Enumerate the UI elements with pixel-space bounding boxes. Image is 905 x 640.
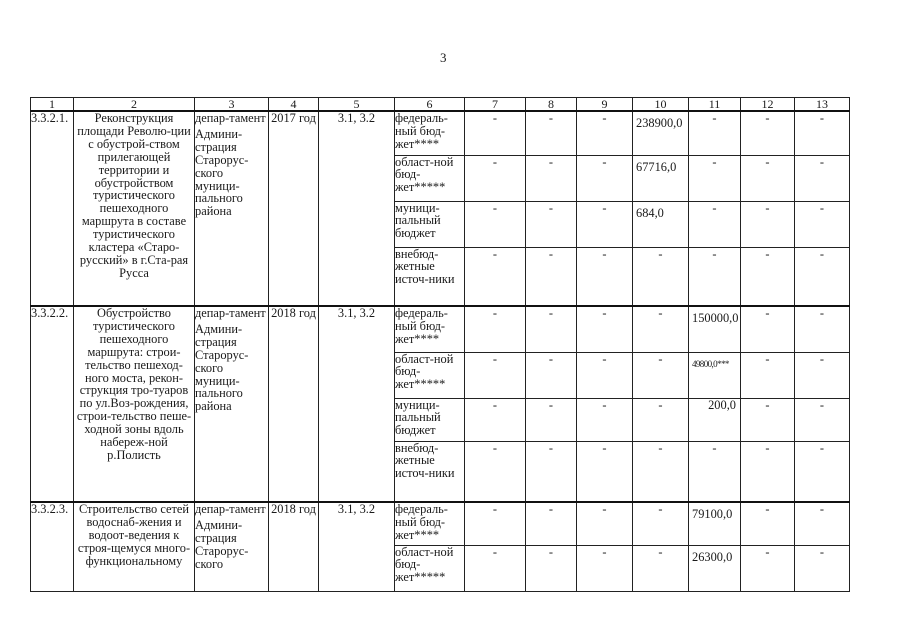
value-cell: - (689, 111, 741, 155)
value-cell: - (526, 155, 577, 201)
value-cell: - (741, 155, 795, 201)
value-cell: - (577, 155, 633, 201)
value-cell: - (465, 155, 526, 201)
funding-source: федераль-ный бюд-жет**** (395, 306, 465, 352)
value-cell: - (465, 502, 526, 545)
column-header: 3 (195, 98, 269, 112)
value-cell: - (689, 247, 741, 306)
value-cell: - (577, 111, 633, 155)
column-header: 5 (319, 98, 395, 112)
funding-source: федераль-ный бюд-жет**** (395, 502, 465, 545)
value-cell: - (526, 201, 577, 247)
value-cell: - (795, 398, 850, 441)
value-cell: - (795, 201, 850, 247)
item-name: Обустройство туристического пешеходного маршрута: строи-тельство пешеход-ного моста, рекон-струкция тро-туаров по ул.Воз-рождения, строи-тельство пеше-ходной зоны вдоль набереж-ной р.Полисть (74, 306, 195, 502)
column-header: 13 (795, 98, 850, 112)
value-cell: - (795, 111, 850, 155)
value-cell: - (741, 247, 795, 306)
value-cell: - (465, 352, 526, 398)
value-cell: 238900,0 (633, 111, 689, 155)
value-cell: - (526, 398, 577, 441)
value-cell: - (465, 247, 526, 306)
value-cell: - (633, 247, 689, 306)
column-header: 12 (741, 98, 795, 112)
funding-source: федераль-ный бюд-жет**** (395, 111, 465, 155)
value-cell: 200,0 (689, 398, 741, 441)
column-header: 10 (633, 98, 689, 112)
value-cell: - (795, 306, 850, 352)
value-cell: 26300,0 (689, 545, 741, 591)
value-cell: - (795, 247, 850, 306)
indicators: 3.1, 3.2 (319, 306, 395, 502)
item-name: Реконструкция площади Револю-ции с обустрой-ством прилегающей территории и обустройством туристического пешеходного маршрута в составе туристического кластера «Старо-русский» в г.Ста-рая Русса (74, 111, 195, 306)
page-number: 3 (440, 50, 447, 65)
funding-source: внебюд-жетные источ-ники (395, 247, 465, 306)
value-cell: - (741, 352, 795, 398)
item-name: Строительство сетей водоснаб-жения и водоот-ведения к строя-щемуся много-функциональному (74, 502, 195, 591)
value-cell: - (465, 111, 526, 155)
year: 2017 год (269, 111, 319, 306)
column-header: 4 (269, 98, 319, 112)
value-cell: - (633, 441, 689, 502)
value-cell: - (689, 441, 741, 502)
funding-source: муници-пальный бюджет (395, 398, 465, 441)
year: 2018 год (269, 502, 319, 591)
value-cell: - (633, 398, 689, 441)
item-number: 3.3.2.3. (31, 502, 74, 591)
program-activities-table (30, 97, 850, 592)
value-cell: - (465, 441, 526, 502)
value-cell: 67716,0 (633, 155, 689, 201)
value-cell: - (577, 502, 633, 545)
value-cell: - (526, 111, 577, 155)
funding-source: област-ной бюд-жет***** (395, 352, 465, 398)
responsible-executor (195, 111, 269, 306)
value-cell: - (577, 306, 633, 352)
value-cell: - (577, 247, 633, 306)
value-cell: - (577, 545, 633, 591)
year: 2018 год (269, 306, 319, 502)
department-label: депар-тамент (195, 306, 266, 320)
item-number: 3.3.2.2. (31, 306, 74, 502)
column-header: 2 (74, 98, 195, 112)
value-cell: - (526, 247, 577, 306)
column-header: 11 (689, 98, 741, 112)
value-cell: - (795, 352, 850, 398)
table-row (31, 111, 850, 155)
value-cell: - (633, 306, 689, 352)
value-cell: 684,0 (633, 201, 689, 247)
department-name: Админи-страция Старорус-ского муници-пального района (195, 321, 249, 414)
table-row (31, 306, 850, 352)
column-header: 7 (465, 98, 526, 112)
funding-source: област-ной бюд-жет***** (395, 545, 465, 591)
value-cell: - (465, 398, 526, 441)
value-cell: - (526, 545, 577, 591)
department-label: депар-тамент (195, 502, 266, 516)
value-cell: - (741, 398, 795, 441)
funding-source: внебюд-жетные источ-ники (395, 441, 465, 502)
value-cell: - (741, 111, 795, 155)
value-cell: - (526, 441, 577, 502)
department-name: Админи-страция Старорус-ского (195, 517, 249, 571)
value-cell: - (577, 201, 633, 247)
value-cell: - (795, 155, 850, 201)
value-cell: - (526, 352, 577, 398)
value-cell: - (526, 306, 577, 352)
department-label: депар-тамент (195, 111, 266, 125)
value-cell: - (795, 441, 850, 502)
value-cell: - (465, 306, 526, 352)
value-cell: - (741, 441, 795, 502)
funding-source: област-ной бюд-жет***** (395, 155, 465, 201)
value-cell: - (795, 545, 850, 591)
responsible-executor (195, 306, 269, 502)
item-number: 3.3.2.1. (31, 111, 74, 306)
value-cell: - (741, 502, 795, 545)
funding-source: муници-пальный бюджет (395, 201, 465, 247)
column-header: 1 (31, 98, 74, 112)
value-cell: - (526, 502, 577, 545)
value-cell: - (633, 545, 689, 591)
department-name: Админи-страция Старорус-ского муници-пального района (195, 126, 249, 219)
value-cell: - (465, 201, 526, 247)
value-cell: - (577, 441, 633, 502)
value-cell: - (795, 502, 850, 545)
value-cell: 150000,0 (689, 306, 741, 352)
value-cell: - (633, 502, 689, 545)
value-cell: - (689, 201, 741, 247)
column-header: 6 (395, 98, 465, 112)
value-cell: - (633, 352, 689, 398)
indicators: 3.1, 3.2 (319, 111, 395, 306)
value-cell: - (577, 352, 633, 398)
column-header: 9 (577, 98, 633, 112)
value-cell: - (741, 545, 795, 591)
value-cell: - (465, 545, 526, 591)
value-cell: - (741, 201, 795, 247)
column-header: 8 (526, 98, 577, 112)
value-cell: 79100,0 (689, 502, 741, 545)
value-cell: - (577, 398, 633, 441)
column-number-row (31, 98, 850, 112)
indicators: 3.1, 3.2 (319, 502, 395, 591)
value-cell: 49800,0*** (689, 352, 741, 398)
value-cell: - (741, 306, 795, 352)
value-cell: - (689, 155, 741, 201)
table-row (31, 502, 850, 545)
responsible-executor (195, 502, 269, 591)
